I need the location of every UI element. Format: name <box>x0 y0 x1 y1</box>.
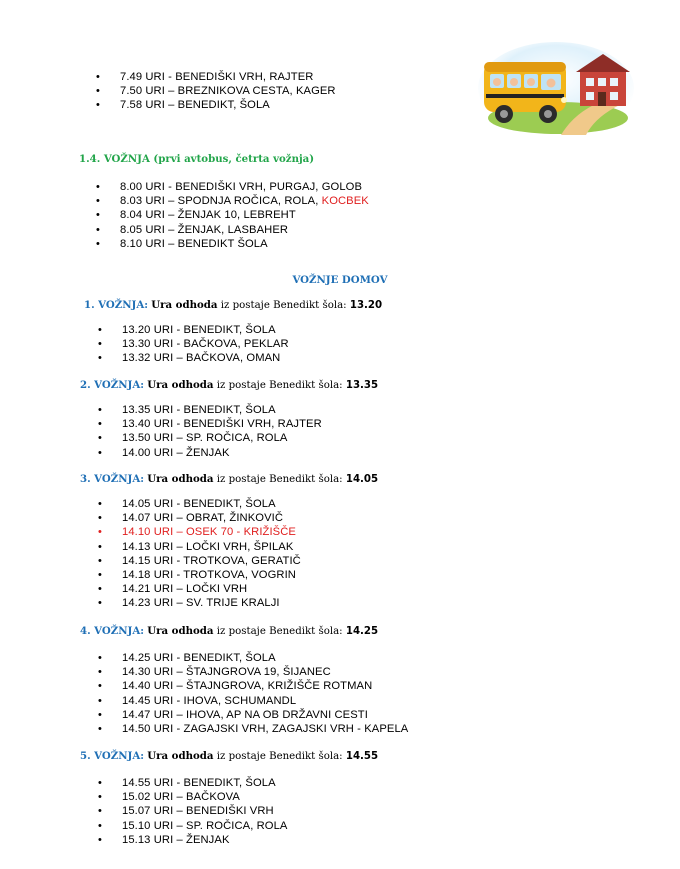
list-item: • 15.07 URI – BENEDIŠKI VRH <box>122 804 288 818</box>
school-bus-illustration <box>476 40 634 136</box>
list-item: • 14.30 URI – ŠTAJNGROVA 19, ŠIJANEC <box>122 665 408 679</box>
list-item: • 15.13 URI – ŽENJAK <box>122 833 288 847</box>
section-heading-ride-5: 5. VOŽNJA: Ura odhoda iz postaje Benedikt šola: 14.55 <box>80 750 379 762</box>
list-item: • 14.18 URI - TROTKOVA, VOGRIN <box>122 568 301 582</box>
list-item: • 14.05 URI - BENEDIKT, ŠOLA <box>122 497 301 511</box>
list-item: • 15.02 URI – BAČKOVA <box>122 790 288 804</box>
list-item: • 8.10 URI – BENEDIKT ŠOLA <box>120 237 369 251</box>
list-item: • 13.50 URI – SP. ROČICA, ROLA <box>122 431 322 445</box>
section-heading-ride-1: 1. VOŽNJA: Ura odhoda iz postaje Benedikt šola: 13.20 <box>84 299 383 311</box>
section-heading-ride-3: 3. VOŽNJA: Ura odhoda iz postaje Benedikt šola: 14.05 <box>80 473 379 485</box>
list-item: • 15.10 URI – SP. ROČICA, ROLA <box>122 819 288 833</box>
list-item: • 13.32 URI – BAČKOVA, OMAN <box>122 351 289 365</box>
list-item: • 8.05 URI – ŽENJAK, LASBAHER <box>120 223 369 237</box>
section-heading-ride-2: 2. VOŽNJA: Ura odhoda iz postaje Benedikt šola: 13.35 <box>80 379 379 391</box>
home-rides-title: VOŽNJE DOMOV <box>292 274 388 286</box>
list-item: • 8.03 URI – SPODNJA ROČICA, ROLA, KOCBEK <box>120 194 369 208</box>
list-item: • 13.35 URI - BENEDIKT, ŠOLA <box>122 403 322 417</box>
ride-3-stop-list <box>122 497 301 611</box>
list-item: • 14.25 URI - BENEDIKT, ŠOLA <box>122 651 408 665</box>
list-item: • 13.30 URI - BAČKOVA, PEKLAR <box>122 337 289 351</box>
list-item: • 14.23 URI – SV. TRIJE KRALJI <box>122 596 301 610</box>
list-item: • 14.50 URI - ZAGAJSKI VRH, ZAGAJSKI VRH - KAPELA <box>122 722 408 736</box>
list-item: • 14.21 URI – LOČKI VRH <box>122 582 301 596</box>
morning-stop-list-a <box>120 70 336 113</box>
list-item: • 14.55 URI - BENEDIKT, ŠOLA <box>122 776 288 790</box>
list-item: • 14.15 URI - TROTKOVA, GERATIČ <box>122 554 301 568</box>
highlighted-stop: KOCBEK <box>321 195 369 208</box>
list-item: • 14.07 URI – OBRAT, ŽINKOVIČ <box>122 511 301 525</box>
list-item: • 14.40 URI – ŠTAJNGROVA, KRIŽIŠČE ROTMAN <box>122 679 408 693</box>
ride-4-stop-list <box>122 651 408 736</box>
highlighted-stop: • 14.10 URI – OSEK 70 - KRIŽIŠČE <box>122 525 301 539</box>
list-item: • 13.40 URI - BENEDIŠKI VRH, RAJTER <box>122 417 322 431</box>
section-heading-ride-4: 4. VOŽNJA: Ura odhoda iz postaje Benedikt šola: 14.25 <box>80 625 379 637</box>
ride-1-stop-list <box>122 323 289 366</box>
ride-5-stop-list <box>122 776 288 847</box>
list-item: • 14.00 URI – ŽENJAK <box>122 446 322 460</box>
list-item: • 7.49 URI - BENEDIŠKI VRH, RAJTER <box>120 70 336 84</box>
list-item: • 14.47 URI – IHOVA, AP NA OB DRŽAVNI CESTI <box>122 708 408 722</box>
ride-2-stop-list <box>122 403 322 460</box>
list-item: • 8.04 URI – ŽENJAK 10, LEBREHT <box>120 208 369 222</box>
section-heading-1-4: 1.4. VOŽNJA (prvi avtobus, četrta vožnja) <box>79 153 315 165</box>
list-item: • 7.58 URI – BENEDIKT, ŠOLA <box>120 98 336 112</box>
list-item: • 13.20 URI - BENEDIKT, ŠOLA <box>122 323 289 337</box>
list-item: • 14.13 URI – LOČKI VRH, ŠPILAK <box>122 540 301 554</box>
list-item: • 14.45 URI - IHOVA, SCHUMANDL <box>122 694 408 708</box>
list-item: • 8.00 URI - BENEDIŠKI VRH, PURGAJ, GOLOB <box>120 180 369 194</box>
list-item: • 7.50 URI – BREZNIKOVA CESTA, KAGER <box>120 84 336 98</box>
morning-stop-list-1-4 <box>120 180 369 251</box>
